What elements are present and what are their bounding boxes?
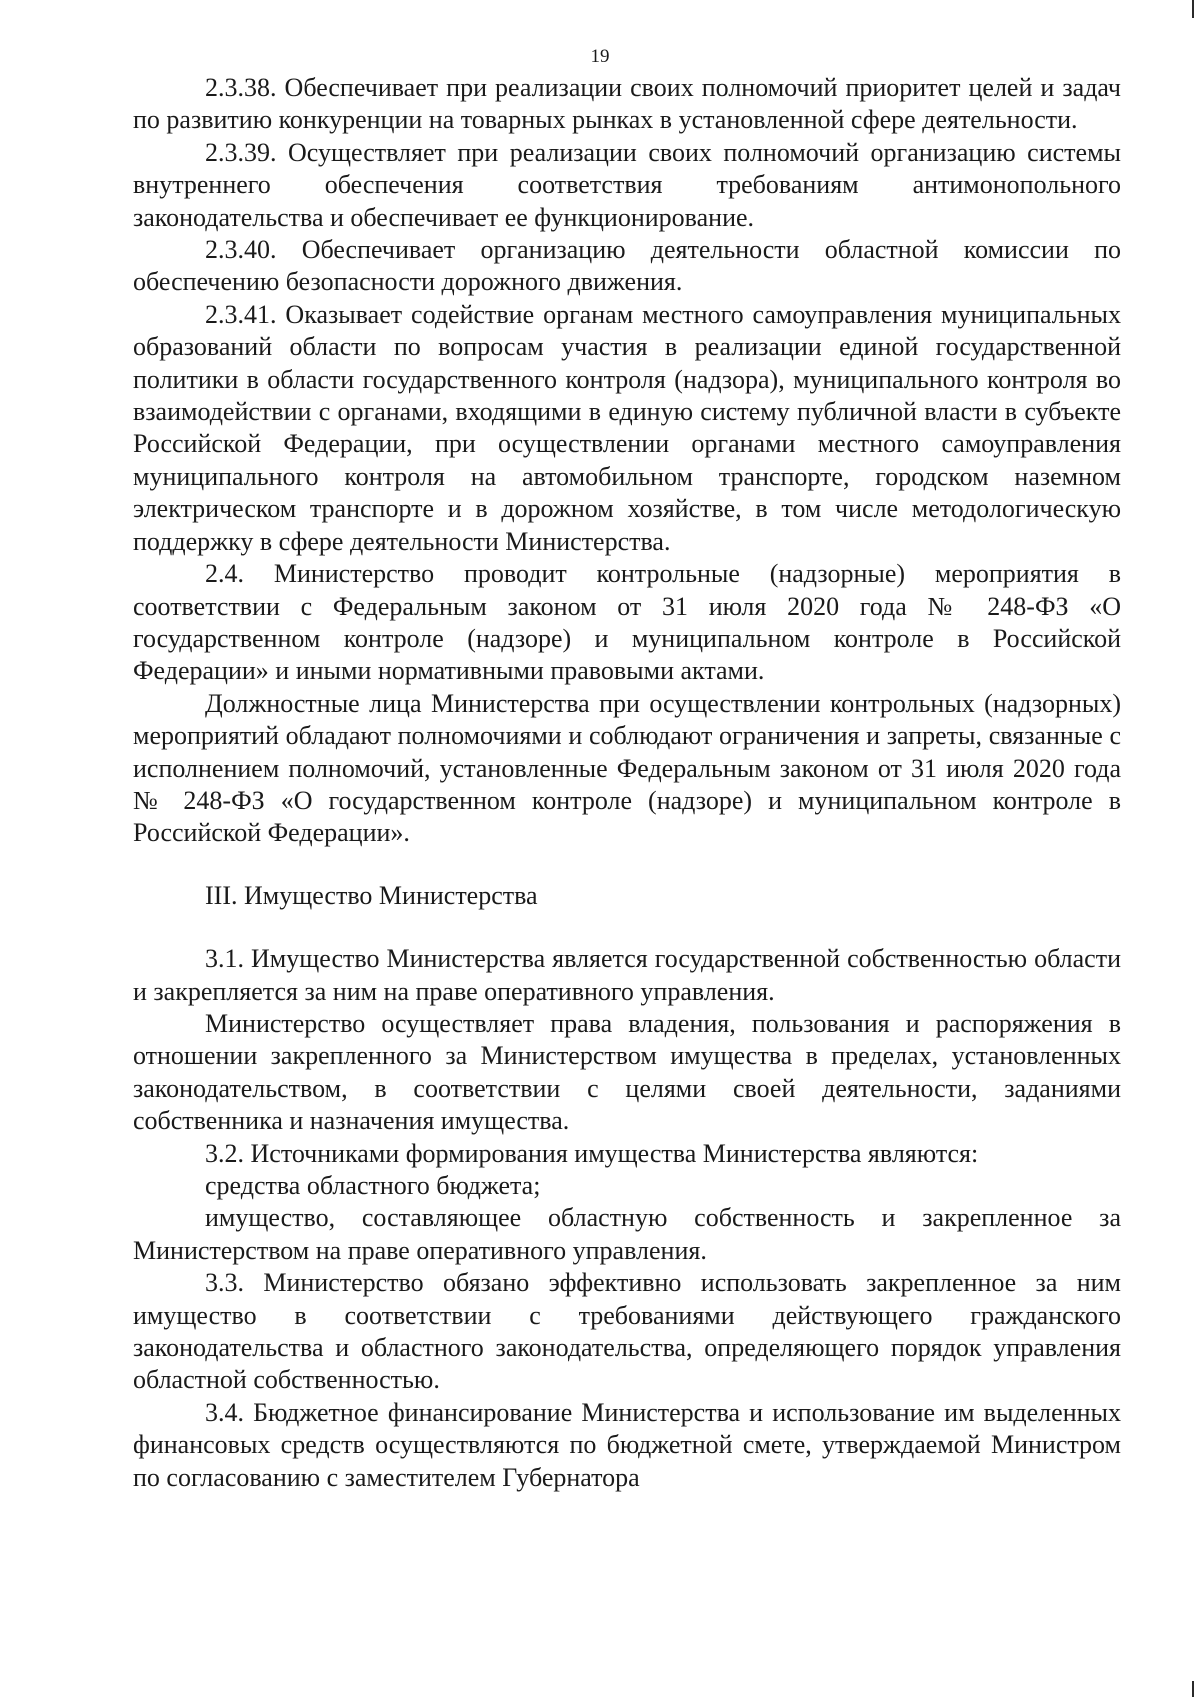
page-number: 19 — [590, 46, 610, 67]
paragraph-budget-funds: средства областного бюджета; — [205, 1171, 541, 1200]
paragraph-2-3-40: 2.3.40. Обеспечивает организацию деятельности областной комиссии по обеспечению безопасности дорожного движения. — [133, 235, 1121, 297]
paragraph-3-4: 3.4. Бюджетное финансирование Министерства и использование им выделенных финансовых средств осуществляются по бюджетной смете, утверждаемой Министром по согласованию с заместителем Губернатора — [133, 1397, 1121, 1492]
paragraph-3-2: 3.2. Источниками формирования имущества Министерства являются: — [205, 1138, 979, 1168]
paragraph-2-3-39: 2.3.39. Осуществляет при реализации своих полномочий организацию системы внутреннего обеспечения соответствия требованиям антимонопольного законодательства и обеспечивает ее функционирование. — [133, 137, 1121, 232]
section-heading: III. Имущество Министерства — [205, 880, 538, 910]
scan-edge-mark-top — [1192, 0, 1194, 18]
paragraph-2-3-41: 2.3.41. Оказывает содействие органам местного самоуправления муниципальных образований области по вопросам участия в реализации единой государственной политики в области государственного контроля (надзора), муниципального контроля во взаимодействии с органами, входящими в единую систему публичной власти в субъекте Российской Федерации, при осуществлении органами местного самоуправления муниципального контроля на автомобильном транспорте, городском наземном электрическом транспорте и в дорожном хозяйстве, в том числе методологическую поддержку в сфере деятельности Министерства. — [133, 299, 1121, 556]
paragraph-2-3-38: 2.3.38. Обеспечивает при реализации своих полномочий приоритет целей и задач по развитию конкуренции на товарных рынках в установленной сфере деятельности. — [133, 73, 1121, 135]
paragraph-3-3: 3.3. Министерство обязано эффективно использовать закрепленное за ним имущество в соответствии с требованиями действующего гражданского законодательства и областного законодательства, определяющего порядок управления областной собственностью. — [133, 1268, 1121, 1395]
paragraph-2-4: 2.4. Министерство проводит контрольные (надзорные) мероприятия в соответствии с Федеральным законом от 31 июля 2020 года № 248-ФЗ «О государственном контроле (надзоре) и муниципальном контроле в Российской Федерации» и иными нормативными правовыми актами. — [133, 559, 1121, 686]
scan-edge-mark-bottom — [1192, 1681, 1194, 1697]
paragraph-ownership-rights: Министерство осуществляет права владения, пользования и распоряжения в отношении закрепленного за Министерством имущества в пределах, установленных законодательством, в соответствии с целями своей деятельности, заданиями собственника и назначения имущества. — [133, 1008, 1121, 1136]
paragraph-3-1: 3.1. Имущество Министерства является государственной собственностью области и закрепляется за ним на праве оперативного управления. — [133, 944, 1121, 1006]
document-body — [133, 72, 1121, 1494]
paragraph-officials: Должностные лица Министерства при осуществлении контрольных (надзорных) мероприятий обладают полномочиями и соблюдают ограничения и запреты, связанные с исполнением полномочий, установленные Федеральным законом от 31 июля 2020 года № 248-ФЗ «О государственном контроле (надзоре) и муниципальном контроле в Российской Федерации». — [133, 688, 1121, 848]
paragraph-regional-property: имущество, составляющее областную собственность и закрепленное за Министерством на праве оперативного управления. — [133, 1203, 1121, 1265]
